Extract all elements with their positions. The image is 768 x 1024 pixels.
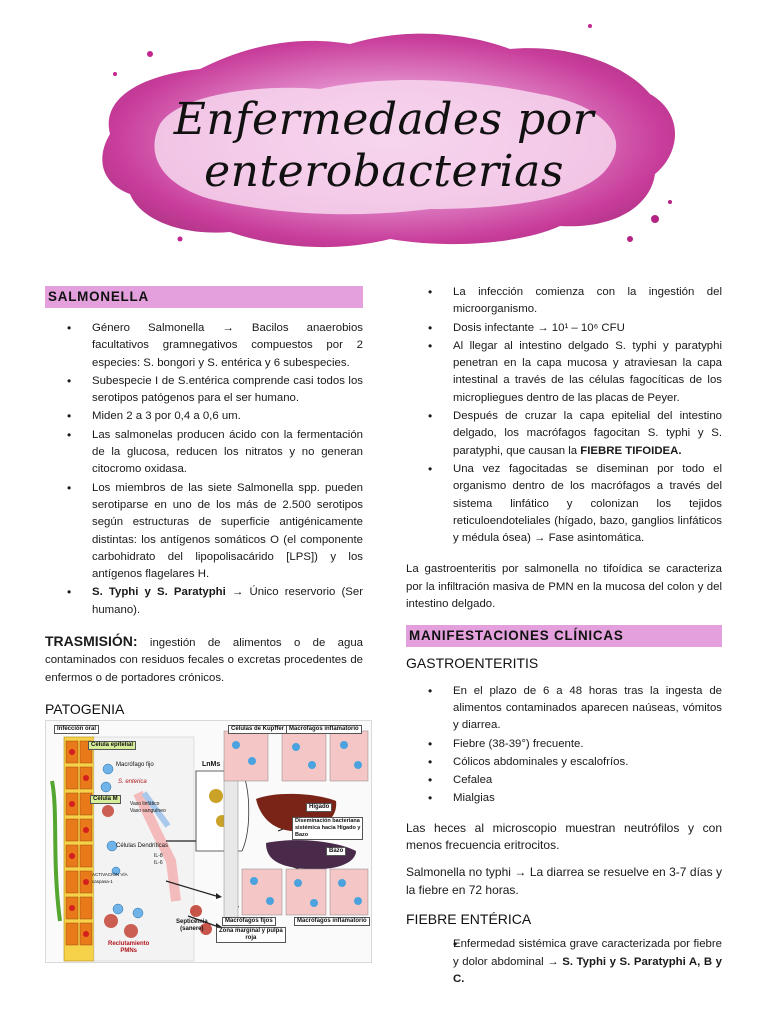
arrow-right-icon: → (231, 586, 244, 599)
arrow-right-icon: → (537, 321, 549, 334)
arrow-right-icon: → (547, 955, 559, 968)
list-item: • La infección comienza con la ingestión del microorganismo. (406, 284, 722, 319)
list-item: • Género Salmonella → Bacilos anaerobios facultativos gramnegativos compuestos por 2 especies: S. bongori y S. entérica y 6 subespecies. (45, 320, 363, 372)
label-s-enterica: S. enterica (118, 779, 147, 785)
label-infeccion-oral: Infección oral (54, 725, 99, 734)
label-vaso: Vaso linfático Vaso sanguíneo (130, 801, 166, 814)
arrow-right-icon: → (222, 322, 234, 334)
list-item: • Los miembros de las siete Salmonella spp. pueden serotiparse en uno de los más de 2.500 serotipos según estructuras de superficie antigénicamente distintas: los antígenos somáticos O (el componente carbohidrato del lipopolisacárido [LPS]) y los antígenos flagelares H. (45, 480, 363, 584)
label-reclutamiento: Reclutamiento PMNs (108, 941, 150, 954)
right-column (406, 284, 722, 989)
list-item: • Mialgias (406, 790, 722, 807)
list-item: • En el plazo de 6 a 48 horas tras la ingesta de alimentos contaminados aparecen naúseas, vómitos y diarrea. (406, 683, 722, 735)
page-title-line-2: enterobacterias (204, 146, 564, 197)
gastroenteritis-paragraph: La gastroenteritis por salmonella no tifoídica se caracteriza por la infiltración masiva de PMN en la mucosa del colon y del intestino delgado. (406, 563, 722, 611)
label-celula-m: Célula M (90, 795, 121, 804)
label-diseminacion: Diseminación bacteriana sistémica hacia Hígado y Bazo (292, 817, 363, 840)
patogenia-bullet-list (406, 284, 722, 547)
list-item: • Después de cruzar la capa epitelial del intestino delgado, los macrófagos fagocitan S. typhi y S. paratyphi, que causan la FIEBRE TIFOIDEA. (406, 408, 722, 460)
arrow-right-icon: → (514, 865, 527, 880)
label-dendriticas: Células Dendríticas (116, 843, 169, 849)
list-item: • Al llegar al intestino delgado S. typhi y paratyphi penetran en la capa mucosa y atraviesan la capa intestinal a través de las células fagocíticas de los micropliegues dentro de las placas de Peyer. (406, 338, 722, 407)
gastroenteritis-heading: GASTROENTERITIS (406, 655, 539, 672)
arrow-right-icon: → (534, 532, 546, 545)
patogenia-diagram (45, 720, 372, 963)
label-macrofagos-inflamatorio-top: Macrófagos inflamatorio (286, 725, 362, 734)
trasmision-label: TRASMISIÓN: (45, 633, 138, 650)
label-higado: Hígado (306, 803, 332, 812)
label-lnms: LnMs (202, 761, 221, 768)
list-item: • Miden 2 a 3 por 0,4 a 0,6 um. (45, 408, 363, 425)
section-heading-manifestaciones: MANIFESTACIONES CLÍNICAS (406, 625, 722, 647)
list-item: • S. Typhi y S. Paratyphi → Único reservorio (Ser humano). (45, 584, 363, 619)
patogenia-heading: PATOGENIA (45, 700, 125, 717)
label-zona-marginal: Zona marginal y pulpa roja (216, 927, 286, 943)
label-il: IL-8 IL-6 (154, 853, 163, 866)
no-typhi-paragraph: Salmonella no typhi → La diarrea se resuelve en 3-7 días y la fiebre en 72 horas. (406, 865, 723, 897)
list-item: • Enfermedad sistémica grave caracterizada por fiebre y dolor abdominal → S. Typhi y S. Paratyphi A, B y C. (406, 936, 722, 988)
gastroenteritis-bullet-list (406, 683, 722, 808)
heces-paragraph: Las heces al microscopio muestran neutrófilos y con menos frecuencia eritrocitos. (406, 820, 722, 853)
list-item: • Subespecie I de S.entérica comprende casi todos los serotipos patógenos para el ser humano. (45, 373, 363, 408)
list-item: • Cefalea (406, 772, 722, 789)
list-item: • Cólicos abdominales y escalofríos. (406, 754, 722, 771)
label-activacion: ACTIVACIÓN VÍA caspasa-1 (92, 872, 128, 884)
label-macrofagos-inflamatorio-bottom: Macrófagos inflamatorio (294, 917, 370, 926)
label-celula-epitelial: Célula epitelial (88, 741, 136, 750)
label-bazo: Bazo (326, 847, 346, 856)
left-column (45, 286, 363, 726)
label-septicemia: Septicemia (sanere) (176, 919, 208, 932)
list-item: • Las salmonelas producen ácido con la fermentación de la glucosa, reducen los nitratos y no generan citocromo oxidasa. (45, 427, 363, 479)
page-title-line-1: Enfermedades por (173, 94, 595, 145)
section-heading-salmonella: SALMONELLA (45, 286, 363, 308)
label-macrofago-fijo: Macrófago fijo (116, 762, 154, 768)
list-item: • Fiebre (38-39°) frecuente. (406, 736, 722, 753)
fiebre-enterica-bullet-list (406, 936, 722, 988)
list-item: • Una vez fagocitadas se diseminan por todo el organismo dentro de los macrófagos a través del sistema linfático y colonizan los tejidos reticuloendoteliales (hígado, bazo, ganglios linfáticos y médula ósea) → Fase asintomática. (406, 461, 722, 547)
fiebre-enterica-heading: FIEBRE ENTÉRICA (406, 910, 532, 927)
label-macrofagos-fijos: Macrófagos fijos (222, 917, 276, 926)
salmonella-bullet-list (45, 320, 363, 619)
label-kupffer: Células de Kupffer (228, 725, 287, 734)
list-item: • Dosis infectante → 10¹ – 10⁶ CFU (406, 320, 722, 337)
trasmision-paragraph: TRASMISIÓN: ingestión de alimentos o de agua contaminados con residuos fecales o excretas procedentes de enfermos o de portadores crónicos. (45, 633, 363, 684)
